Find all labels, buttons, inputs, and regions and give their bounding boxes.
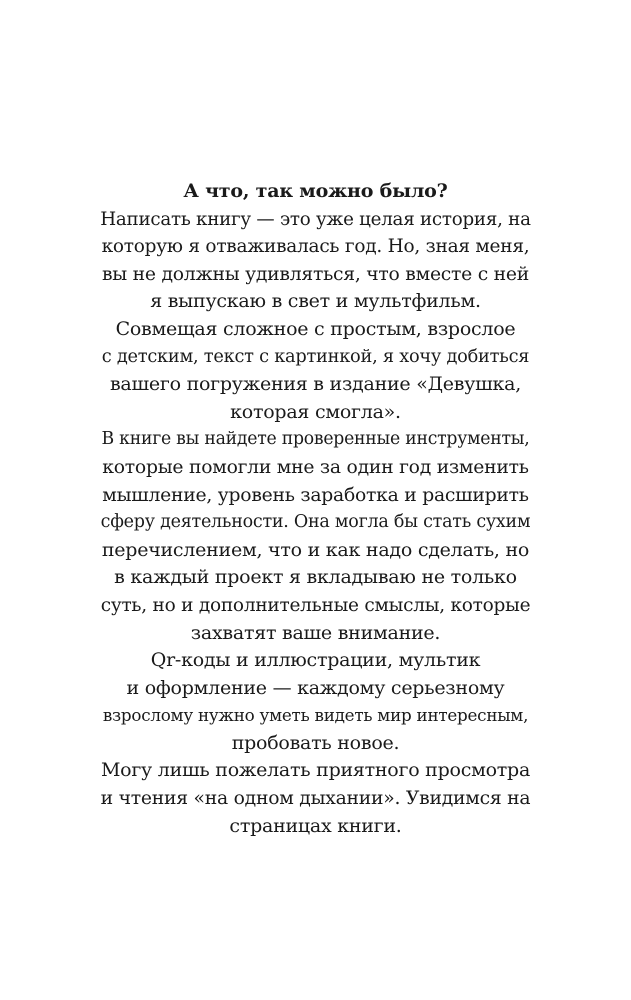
text-line-16: захватят ваше внимание. [190,621,441,644]
text-line-22: и чтения «на одном дыхании». Увидимся на [100,788,531,810]
text-line-18: и оформление — каждому серьезному [126,676,505,699]
text-line-10: которые помогли мне за один год изменить [102,456,529,478]
text-line-21: Могу лишь пожелать приятного просмотра [100,759,531,782]
text-line-8: которая смогла». [230,400,401,423]
text-line-1: Написать книгу — это уже целая история, на [100,208,531,230]
text-line-19: взрослому нужно уметь видеть мир интересным, [102,705,529,726]
text-line-12: сферу деятельности. Она могла бы стать сухим [100,512,531,533]
text-block [100,178,531,840]
text-line-6: с детским, текст с картинкой, я хочу добиться [101,346,530,367]
text-line-9: В книге вы найдете проверенные инструменты, [101,429,530,450]
text-line-2: которую я отваживалась год. Но, зная меня, [101,236,530,258]
text-line-17: Qr-коды и иллюстрации, мультик [150,649,481,672]
text-line-7: вашего погружения в издание «Девушка, [109,373,522,396]
text-line-11: мышление, уровень заработка и расширить [102,484,529,506]
text-line-20: пробовать новое. [231,731,400,754]
text-line-14: в каждый проект я вкладываю не только [114,566,517,589]
text-line-13: перечислением, что и как надо сделать, но [101,538,530,561]
text-line-5: Совмещая сложное с простым, взрослое [115,317,516,340]
text-line-4: я выпускаю в свет и мультфильм. [150,290,481,313]
heading: А что, так можно было? [183,180,448,202]
text-line-23: страницах книги. [229,814,402,837]
text-line-3: вы не должны удивляться, что вместе с ней [101,263,530,285]
text-line-15: суть, но и дополнительные смыслы, которые [100,594,531,616]
